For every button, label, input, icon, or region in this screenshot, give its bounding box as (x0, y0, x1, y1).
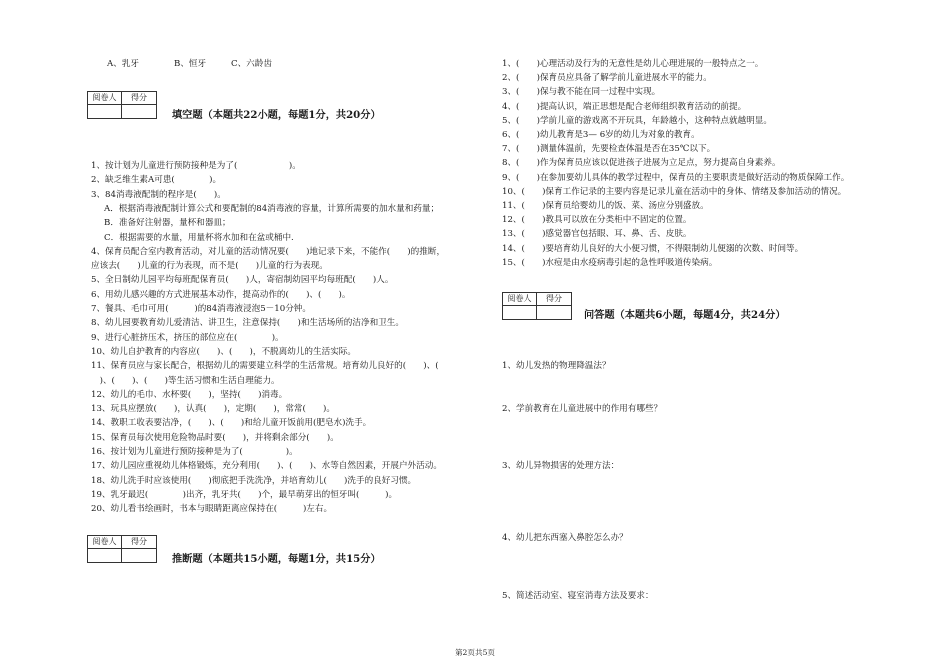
judge-question: 6、( )幼儿教育是3— 6岁的幼儿为对象的教育。 (502, 130, 700, 140)
fill-question: 6、用幼儿感兴趣的方式进展基本动作，提高动作的( )、( )。 (91, 289, 351, 300)
fill-question: 19、乳牙最迟( )出齐，乳牙共( )个，最早萌芽出的恒牙叫( )。 (91, 489, 398, 500)
reviewer-label: 阅卷人 (503, 293, 536, 306)
fill-question: 17、幼儿园应重视幼儿体格锻炼，充分利用( )、( )、水等自然因素，开展户外活动。 (91, 461, 442, 472)
reviewer-cell (88, 92, 122, 118)
score-cell (537, 293, 571, 319)
judge-question: 11、( )保育员给婴幼儿的饭、菜、汤应分别盛放。 (502, 201, 709, 211)
fill-question: 4、保育员配合室内教育活动，对儿童的活动情况要( )地记录下来，不能作( )的推断， (91, 246, 446, 257)
fill-question: 11、保育员应与家长配合，根据幼儿的需要建立科学的生活常规。培育幼儿良好的( )、( (91, 361, 439, 372)
fill-question: C．根据需要的水量，用量杯将水加和在盆或桶中. (104, 232, 294, 243)
fill-question: 10、幼儿自护教育的内容应( )、( )，不脱离幼儿的生活实际。 (91, 346, 356, 357)
qa-question: 3、幼儿异物损害的处理方法： (502, 461, 620, 471)
judge-question: 13、( )感觉器官包括眼、耳、鼻、舌、皮肤。 (502, 229, 692, 240)
judge-section-title: 推断题（本题共15小题，每题1分，共15分） (172, 553, 381, 565)
score-label: 得分 (122, 536, 156, 549)
fill-question: 3、84消毒液配制的程序是( )。 (91, 189, 226, 200)
judge-question: 4、( )提高认识，端正思想是配合老师组织教育活动的前提。 (502, 101, 747, 112)
qa-score-box (502, 292, 572, 320)
fill-question: 7、餐具、毛巾可用( )的84消毒液浸泡5－10分钟。 (91, 304, 311, 314)
score-label: 得分 (537, 293, 571, 306)
fill-question: 应该去( )儿童的行为表现，而不是( )儿童的行为表现。 (91, 261, 328, 272)
fill-question: 14、教职工收表要洁净，( )、( )和给儿童开饭前用(肥皂水)洗手。 (91, 418, 372, 429)
fill-question: 1、按计划为儿童进行预防接种是为了( )。 (91, 161, 301, 171)
fill-question: A．根据消毒液配制计算公式和要配制的84消毒液的容量，计算所需要的加水量和药量； (104, 203, 440, 214)
judge-question: 10、( )保育工作记录的主要内容是记录儿童在活动中的身体、情绪及参加活动的情况。 (502, 186, 847, 197)
reviewer-cell (88, 536, 122, 562)
fill-question: 8、幼儿园要教育幼儿爱清洁、讲卫生，注意保持( )和生活场所的洁净和卫生。 (91, 318, 404, 329)
reviewer-label: 阅卷人 (88, 536, 121, 549)
judge-question: 12、( )教具可以放在分类柜中不固定的位置。 (502, 215, 692, 226)
reviewer-label: 阅卷人 (88, 92, 121, 105)
qa-question: 4、幼儿把东西塞入鼻腔怎么办？ (502, 533, 628, 543)
fill-question: 16、按计划为儿童进行预防接种是为了( )。 (91, 447, 298, 457)
judge-question: 8、( )作为保育员应该以促进孩子进展为立足点，努力提高自身素养。 (502, 158, 781, 169)
judge-question: 7、( )测量体温前，先要检查体温是否在35℃以下。 (502, 144, 716, 155)
fill-question: 15、保育员每次使用危险物品时要( )，并将剩余部分( )。 (91, 432, 339, 443)
judge-question: 15、( )水痘是由水疫病毒引起的急性呼吸道传染病。 (502, 257, 718, 268)
fill-question: 9、进行心脏挤压术，挤压的部位应在( )。 (91, 332, 284, 343)
judge-question: 5、( )学前儿童的游戏离不开玩具，年龄越小，这种特点就越明显。 (502, 115, 772, 126)
score-label: 得分 (122, 92, 156, 105)
qa-section-title: 问答题（本题共6小题，每题4分，共24分） (584, 309, 786, 321)
fill-question: 13、玩具应摆放( )，认真( )，定期( )，常常( )。 (91, 404, 336, 415)
fill-question: )、( )、( )等生活习惯和生活自理能力。 (91, 375, 280, 386)
judge-question: 14、( )要培育幼儿良好的大小便习惯，不得限制幼儿便溺的次数、时间等。 (502, 243, 804, 254)
qa-question: 5、简述活动室、寝室消毒方法及要求： (502, 591, 654, 601)
fill-question: 5、全日制幼儿园平均每班配保育员( )人，寄宿制幼园平均每班配( )人。 (91, 275, 394, 286)
fill-question: B．准备好注射器，量杯和器皿； (104, 218, 231, 229)
fill-question: 2、缺乏维生素A可患( )。 (91, 175, 222, 186)
score-cell (122, 536, 156, 562)
choice-b: B、恒牙 (174, 59, 207, 69)
choice-c: C、六龄齿 (231, 59, 272, 69)
qa-question: 2、学前教育在儿童进展中的作用有哪些？ (502, 404, 663, 414)
page-number: 第2页共5页 (454, 648, 496, 657)
qa-question: 1、幼儿发热的物理降温法？ (502, 361, 611, 371)
fill-question: 18、幼儿洗手时应该使用( )彻底把手洗洗净，并培育幼儿( )洗手的良好习惯。 (91, 475, 417, 486)
choice-a: A、乳牙 (107, 59, 139, 69)
judge-question: 1、( )心理活动及行为的无意性是幼儿心理进展的一般特点之一。 (502, 59, 764, 69)
reviewer-cell (503, 293, 537, 319)
fill-section-title: 填空题（本题共22小题，每题1分，共20分） (172, 109, 381, 121)
judge-question: 9、( )在参加要幼儿具体的教学过程中，保育员的主要职责是做好活动的物质保障工作。 (502, 172, 850, 183)
fill-question: 20、幼儿看书绘画时，书本与眼睛距离应保持在( )左右。 (91, 504, 333, 515)
fill-score-box (87, 91, 157, 119)
judge-score-box (87, 535, 157, 563)
judge-question: 2、( )保育员应具备了解学前儿童进展水平的能力。 (502, 73, 712, 84)
fill-question: 12、幼儿的毛巾、水杯要( )，坚持( )消毒。 (91, 389, 288, 400)
score-cell (122, 92, 156, 118)
judge-question: 3、( )保与教不能在同一过程中实现。 (502, 87, 661, 98)
